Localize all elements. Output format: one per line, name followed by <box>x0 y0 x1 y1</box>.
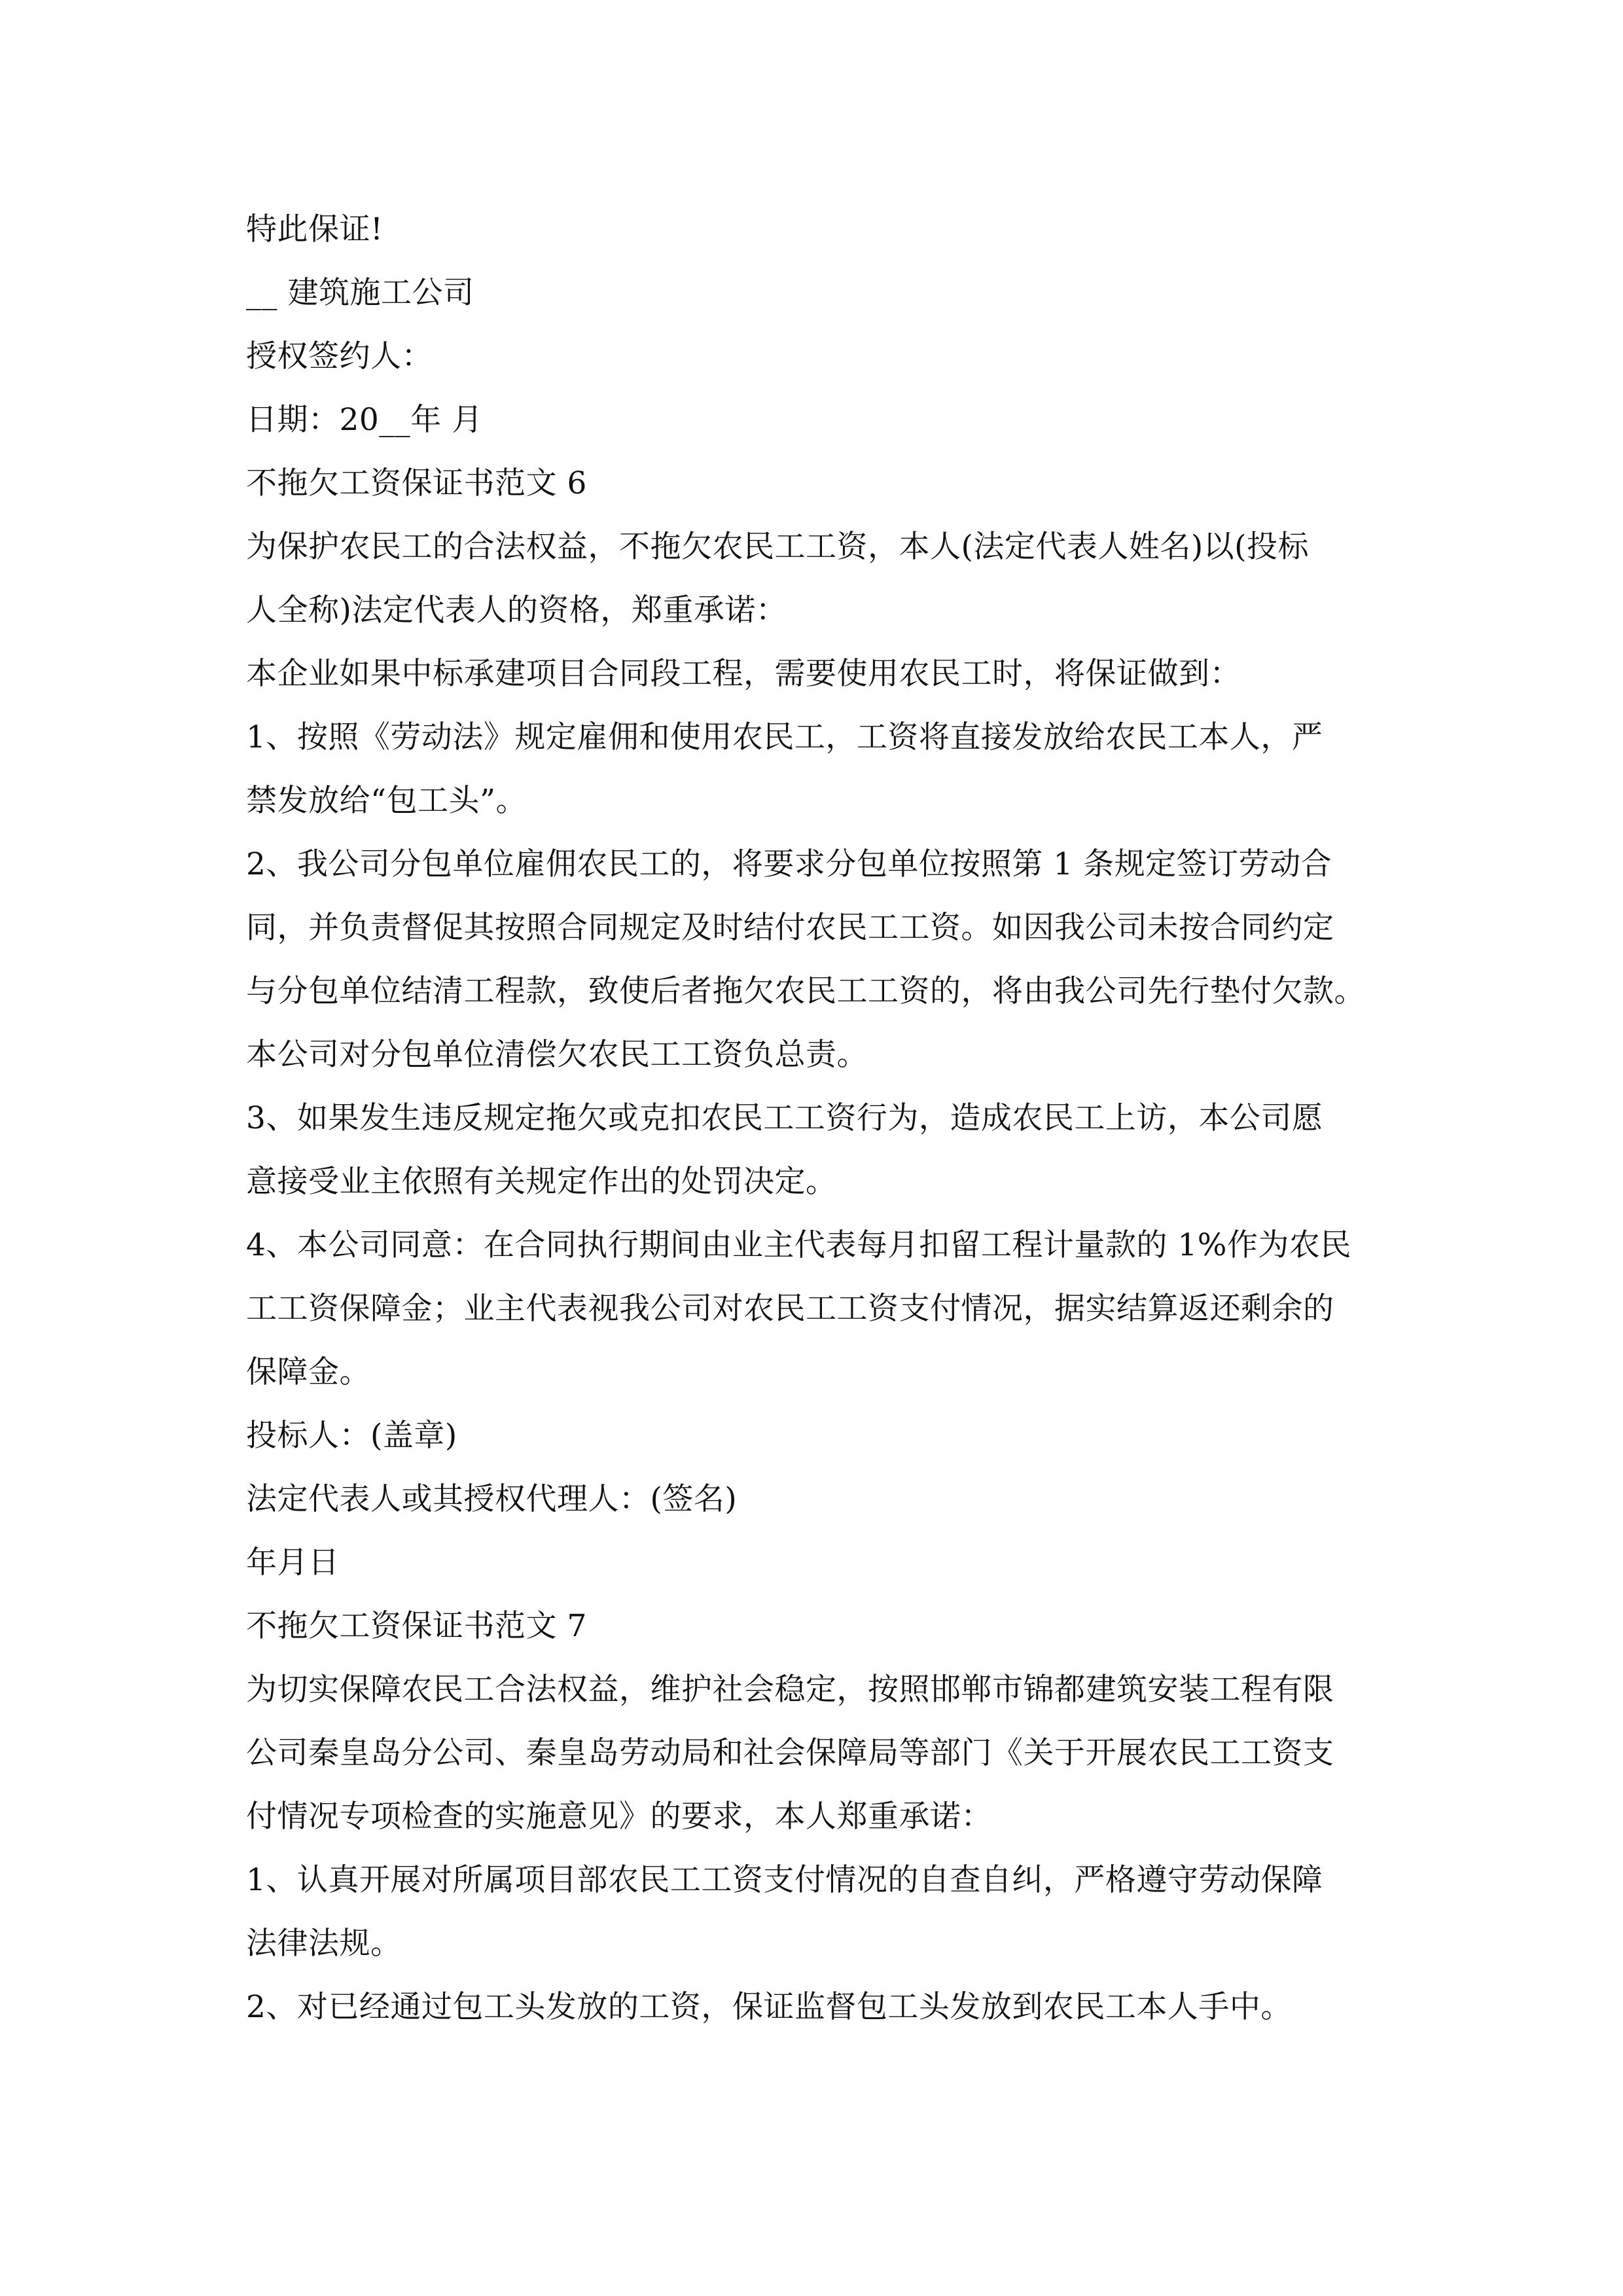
list-item-2-cont: 本公司对分包单位清偿欠农民工工资负总责。 <box>246 1037 868 1073</box>
list-item-4-cont: 工工资保障金；业主代表视我公司对农民工工资支付情况，据实结算返还剩余的 <box>246 1291 1334 1327</box>
paragraph-line: 公司秦皇岛分公司、秦皇岛劳动局和社会保障局等部门《关于开展农民工工资支 <box>246 1735 1334 1771</box>
paragraph-line: 为切实保障农民工合法权益，维护社会稳定，按照邯郸市锦都建筑安装工程有限 <box>246 1672 1334 1708</box>
legal-representative-line: 法定代表人或其授权代理人：(签名) <box>246 1481 738 1517</box>
list-item-4-cont: 保障金。 <box>246 1354 370 1390</box>
list-item-2-cont: 与分包单位结清工程款，致使后者拖欠农民工工资的，将由我公司先行垫付欠款。 <box>246 973 1365 1009</box>
list-item-1-cont: 法律法规。 <box>246 1926 402 1962</box>
list-item-2: 2、对已经通过包工头发放的工资，保证监督包工头发放到农民工本人手中。 <box>246 1989 1292 2025</box>
company-name-line: __ 建筑施工公司 <box>246 275 474 311</box>
list-item-2: 2、我公司分包单位雇佣农民工的，将要求分包单位按照第 1 条规定签订劳动合 <box>246 846 1332 882</box>
authorized-signer-line: 授权签约人： <box>246 338 433 374</box>
list-item-1: 1、认真开展对所属项目部农民工工资支付情况的自查自纠，严格遵守劳动保障 <box>246 1862 1323 1898</box>
paragraph-line: 人全称)法定代表人的资格，郑重承诺： <box>246 592 787 628</box>
section-title-7: 不拖欠工资保证书范文 7 <box>246 1608 587 1644</box>
document-body <box>246 208 1378 2049</box>
list-item-2-cont: 同，并负责督促其按照合同规定及时结付农民工工资。如因我公司未按合同约定 <box>246 910 1334 946</box>
section-title-6: 不拖欠工资保证书范文 6 <box>246 465 587 501</box>
date-placeholder-line: 年月日 <box>246 1545 340 1581</box>
list-item-3: 3、如果发生违反规定拖欠或克扣农民工工资行为，造成农民工上访，本公司愿 <box>246 1100 1323 1136</box>
bidder-seal-line: 投标人：(盖章) <box>246 1418 457 1454</box>
list-item-3-cont: 意接受业主依照有关规定作出的处罚决定。 <box>246 1164 837 1200</box>
list-item-1-cont: 禁发放给“包工头”。 <box>246 783 527 819</box>
paragraph-line: 本企业如果中标承建项目合同段工程，需要使用农民工时，将保证做到： <box>246 656 1241 692</box>
list-item-1: 1、按照《劳动法》规定雇佣和使用农民工，工资将直接发放给农民工本人，严 <box>246 719 1323 755</box>
closing-statement: 特此保证! <box>246 211 383 247</box>
list-item-4: 4、本公司同意：在合同执行期间由业主代表每月扣留工程计量款的 1%作为农民 <box>246 1227 1351 1263</box>
date-line: 日期：20__年 月 <box>246 402 483 438</box>
paragraph-line: 付情况专项检查的实施意见》的要求，本人郑重承诺： <box>246 1799 992 1835</box>
paragraph-line: 为保护农民工的合法权益，不拖欠农民工工资，本人(法定代表人姓名)以(投标 <box>246 529 1310 565</box>
